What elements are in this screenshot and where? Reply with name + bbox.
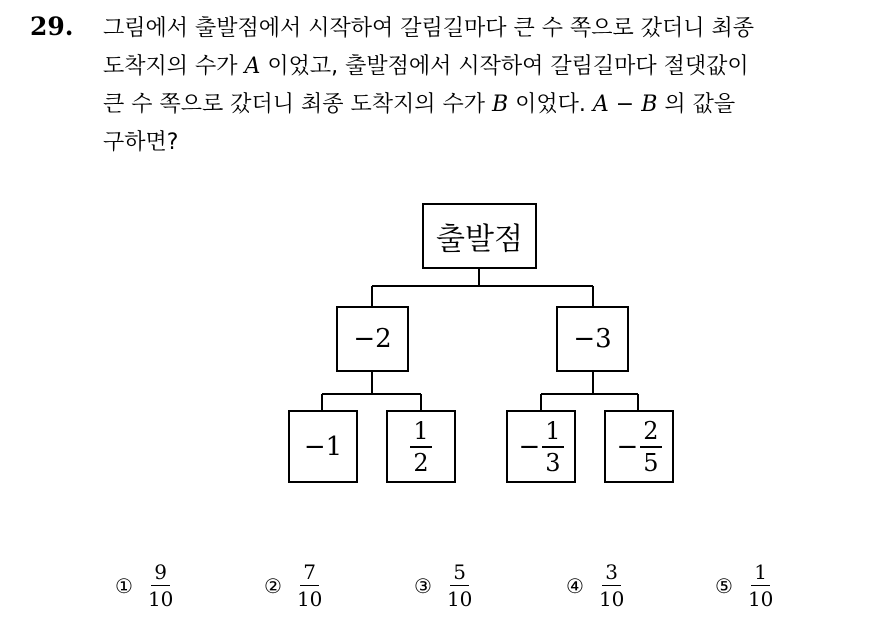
question-line-1: 그림에서 출발점에서 시작하여 갈림길마다 큰 수 쪽으로 갔더니 최종: [103, 16, 755, 41]
choice-2[interactable]: ② $\frac{7}{10}$: [264, 560, 323, 611]
start-node: 출발점: [422, 203, 537, 269]
question-number: 29.: [30, 12, 74, 41]
fraction-two-fifths: $\frac{2}{5}$: [640, 419, 661, 475]
variable-b: B: [492, 92, 509, 117]
choice-1[interactable]: ① $\frac{9}{10}$: [115, 560, 174, 611]
choice-5[interactable]: ⑤ $\frac{1}{10}$: [715, 560, 774, 611]
node-minus-two-fifths: − $\frac{2}{5}$: [604, 410, 674, 483]
question-line-2: 도착지의 수가 A 이었고, 출발점에서 시작하여 갈림길마다 절댓값이: [103, 54, 749, 79]
fraction-one-half: $\frac{1}{2}$: [410, 419, 431, 475]
choice-4[interactable]: ④ $\frac{3}{10}$: [566, 560, 625, 611]
choice-3[interactable]: ③ $\frac{5}{10}$: [414, 560, 473, 611]
expression-a-minus-b: A − B: [592, 92, 658, 117]
node-minus-3: −3: [556, 306, 629, 372]
node-minus-one-third: − $\frac{1}{3}$: [506, 410, 576, 483]
variable-a: A: [244, 54, 261, 79]
fraction-one-third: $\frac{1}{3}$: [542, 419, 563, 475]
question-line-4: 구하면?: [103, 130, 179, 155]
node-one-half: [386, 410, 456, 483]
node-minus-1: −1: [288, 410, 358, 483]
question-line-3: 큰 수 쪽으로 갔더니 최종 도착지의 수가 B 이었다. A − B 의 값을: [103, 92, 736, 117]
node-minus-2: −2: [336, 306, 409, 372]
